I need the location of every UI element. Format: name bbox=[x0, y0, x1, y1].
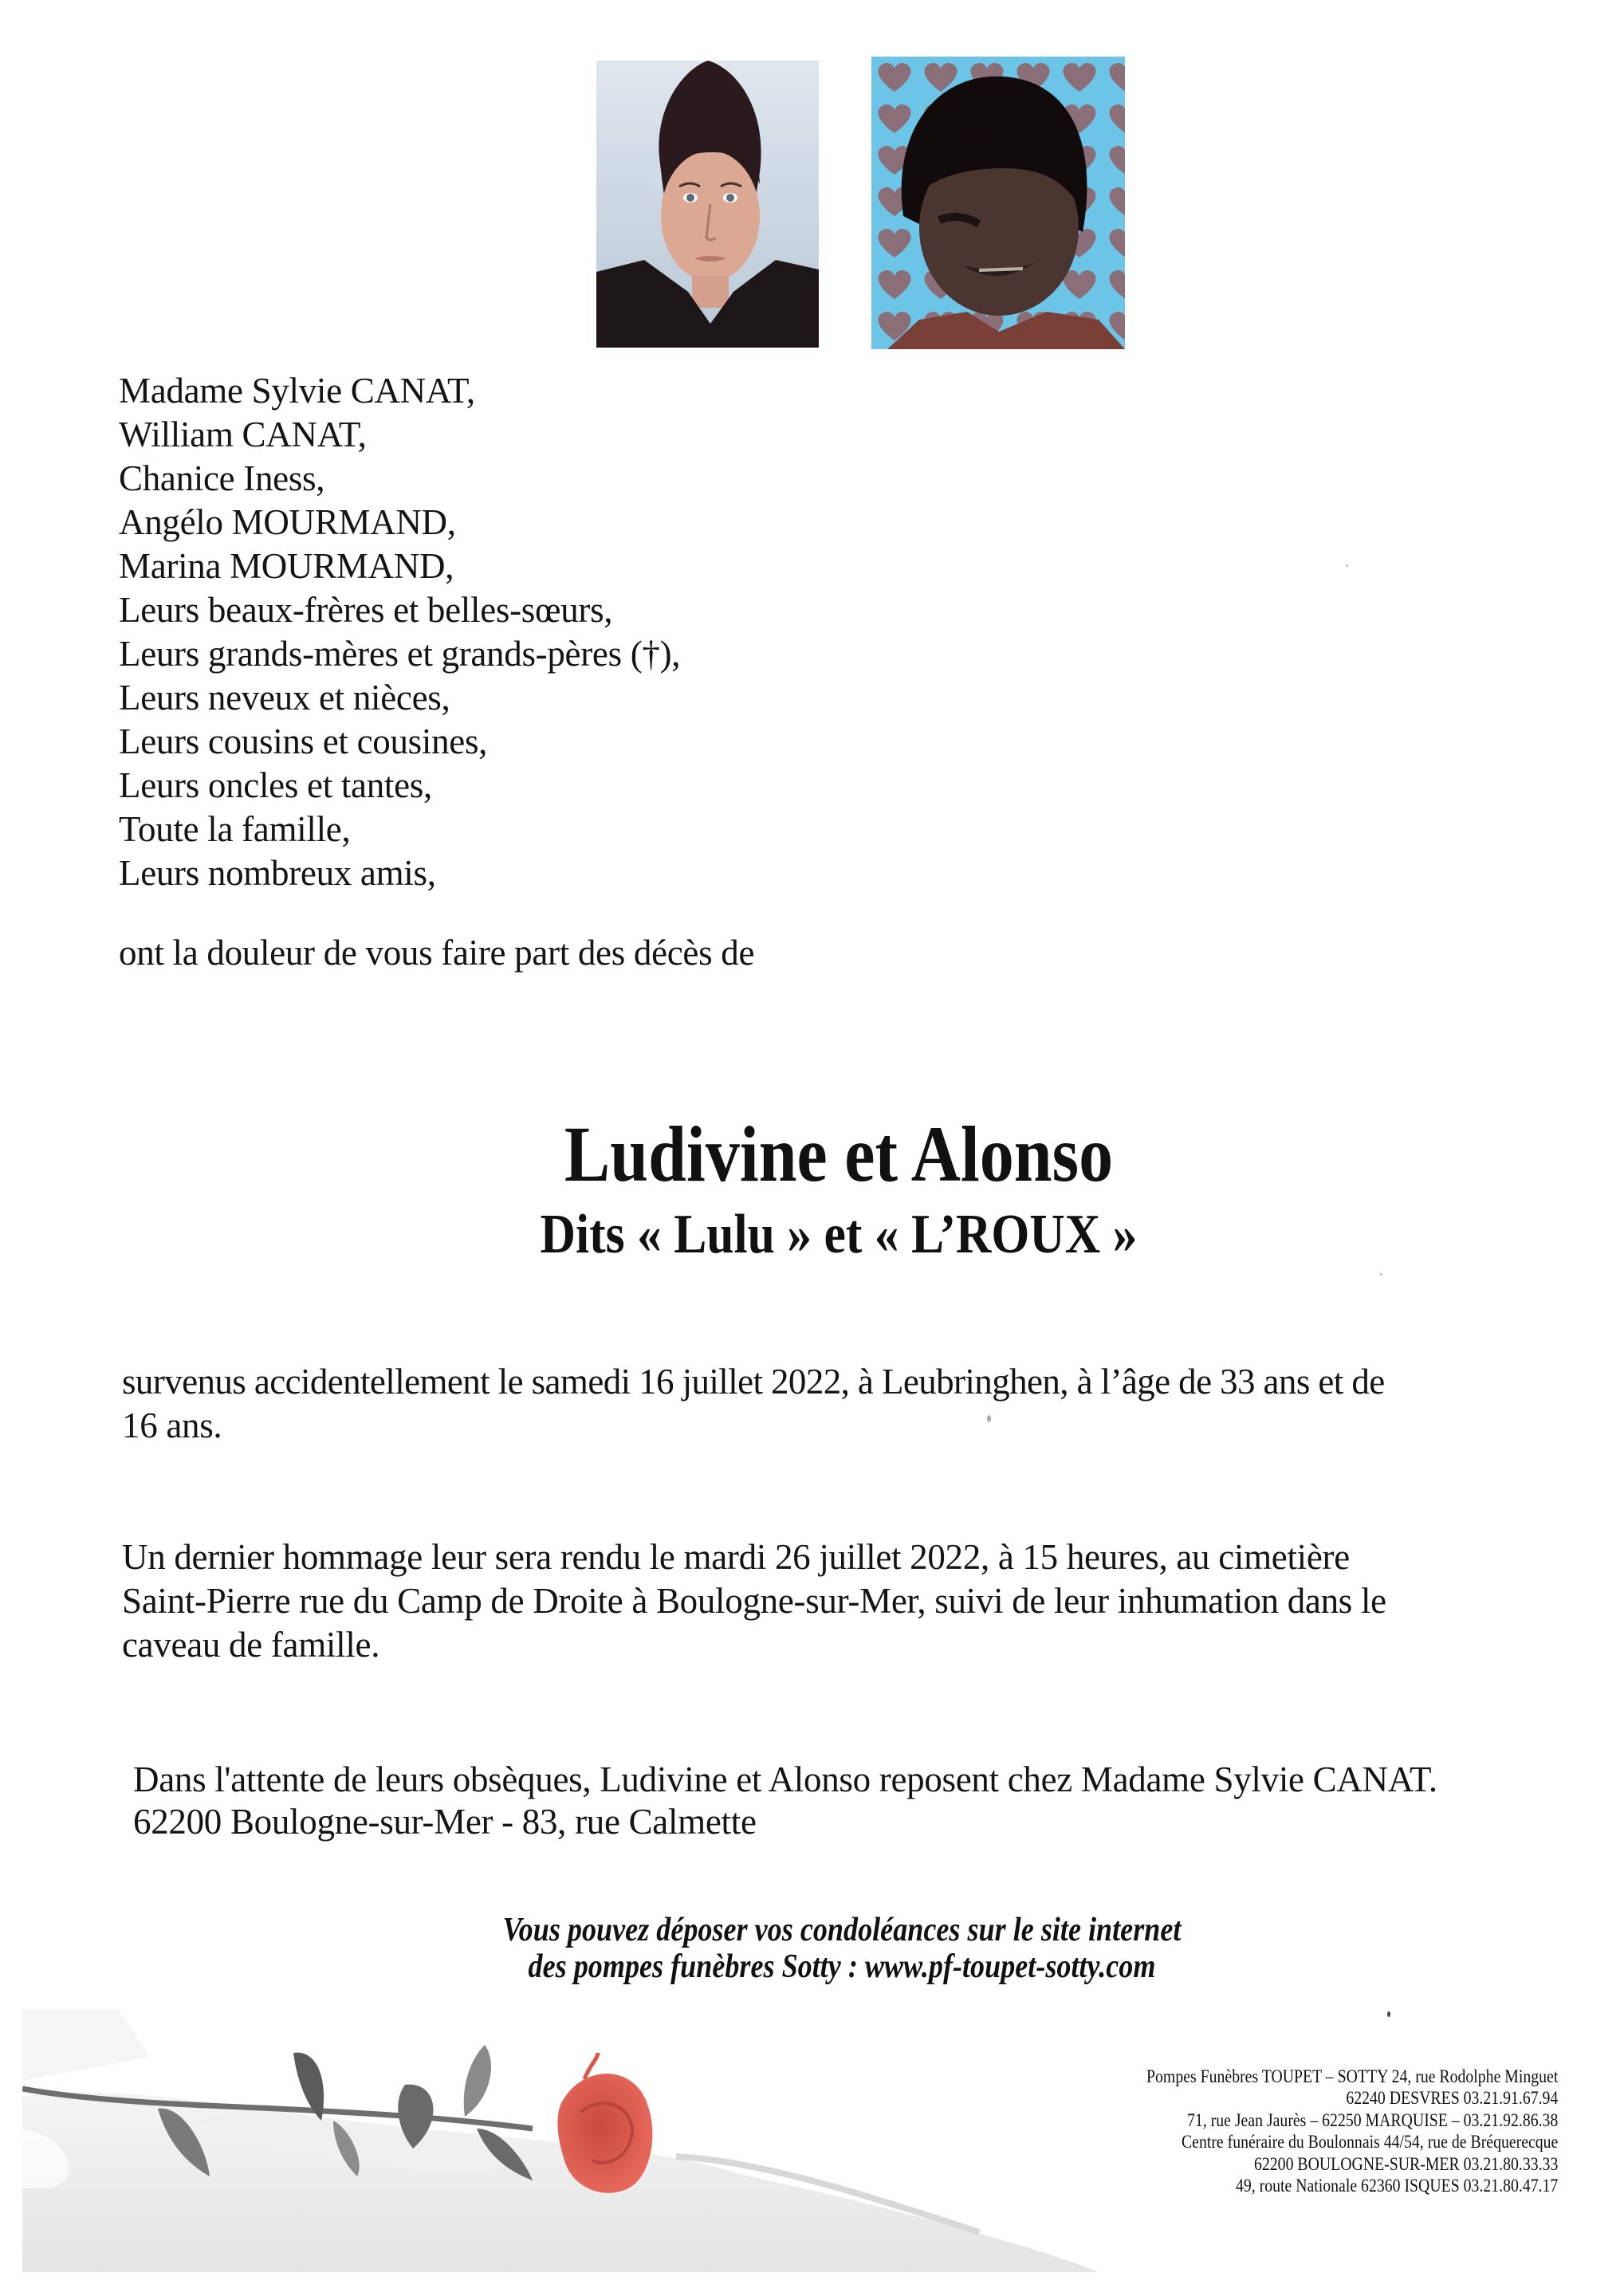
address-line: 62240 DESVRES 03.21.91.67.94 bbox=[1346, 2088, 1558, 2109]
sand-upper-left bbox=[22, 2009, 150, 2081]
announcement-intro: ont la douleur de vous faire part des décès de bbox=[119, 933, 755, 973]
ceremony-line: caveau de famille. bbox=[122, 1625, 380, 1665]
family-member: Chanice Iness, bbox=[119, 458, 325, 498]
condolences-notice bbox=[118, 1912, 1566, 1985]
family-member: Leurs cousins et cousines, bbox=[119, 721, 488, 761]
resting-address: 62200 Boulogne-sur-Mer - 83, rue Calmette bbox=[133, 1802, 757, 1842]
leaf-icon bbox=[464, 2045, 491, 2117]
rose-flower-icon bbox=[557, 2074, 652, 2193]
circumstances-line: survenus accidentellement le samedi 16 juillet 2022, à Leubringhen, à l’âge de 33 ans et de bbox=[122, 1362, 1385, 1402]
address-line: 71, rue Jean Jaurès – 62250 MARQUISE – 03.21.92.86.38 bbox=[1186, 2109, 1558, 2130]
family-member: Leurs grands-mères et grands-pères (†), bbox=[119, 634, 681, 674]
family-list bbox=[119, 369, 680, 895]
deceased-names: Ludivine et Alonso bbox=[564, 1110, 1114, 1198]
family-member: Angélo MOURMAND, bbox=[119, 502, 456, 542]
family-member: Leurs beaux-frères et belles-sœurs, bbox=[119, 590, 613, 630]
scan-speck bbox=[1380, 1273, 1382, 1276]
ceremony-paragraph bbox=[122, 1535, 1386, 1667]
circumstances-line: 16 ans. bbox=[122, 1406, 222, 1445]
photo-alonso bbox=[871, 57, 1125, 349]
resting-line: Dans l'attente de leurs obsèques, Ludivine et Alonso reposent chez Madame Sylvie CANAT. bbox=[133, 1759, 1437, 1799]
portrait-image bbox=[871, 57, 1125, 349]
scan-speck bbox=[987, 1415, 991, 1422]
funeral-home-contact bbox=[1146, 2066, 1558, 2196]
portrait-image bbox=[596, 61, 819, 348]
resting-paragraph bbox=[133, 1759, 1437, 1843]
family-member: Toute la famille, bbox=[119, 809, 351, 849]
family-member: Marina MOURMAND, bbox=[119, 546, 454, 586]
family-member: Leurs nombreux amis, bbox=[119, 853, 436, 893]
scan-speck bbox=[1387, 2011, 1390, 2017]
deceased-nicknames: Dits « Lulu » et « L’ROUX » bbox=[540, 1204, 1138, 1265]
scan-speck bbox=[1346, 564, 1348, 567]
condolences-line: Vous pouvez déposer vos condoléances sur le site internet bbox=[502, 1912, 1182, 1948]
family-member: William CANAT, bbox=[119, 415, 367, 454]
photo-ludivine bbox=[596, 61, 819, 348]
family-member: Leurs oncles et tantes, bbox=[119, 765, 432, 805]
family-member: Leurs neveux et nièces, bbox=[119, 678, 450, 718]
rose-beach-image bbox=[22, 2009, 1123, 2272]
address-line: 49, route Nationale 62360 ISQUES 03.21.80.47.17 bbox=[1235, 2176, 1558, 2196]
address-line: Centre funéraire du Boulonnais 44/54, rue de Bréquerecque bbox=[1181, 2132, 1558, 2152]
circumstances-paragraph bbox=[122, 1360, 1385, 1448]
address-line: Pompes Funèbres TOUPET – SOTTY 24, rue Rodolphe Minguet bbox=[1146, 2066, 1558, 2086]
condolences-website[interactable]: des pompes funèbres Sotty : www.pf-toupet-sotty.com bbox=[528, 1948, 1156, 1985]
family-member: Madame Sylvie CANAT, bbox=[119, 371, 475, 411]
address-line: 62200 BOULOGNE-SUR-MER 03.21.80.33.33 bbox=[1253, 2153, 1558, 2174]
ceremony-line: Un dernier hommage leur sera rendu le mardi 26 juillet 2022, à 15 heures, au cimetière bbox=[122, 1537, 1350, 1577]
ceremony-line: Saint-Pierre rue du Camp de Droite à Boulogne-sur-Mer, suivi de leur inhumation dans le bbox=[122, 1581, 1386, 1621]
